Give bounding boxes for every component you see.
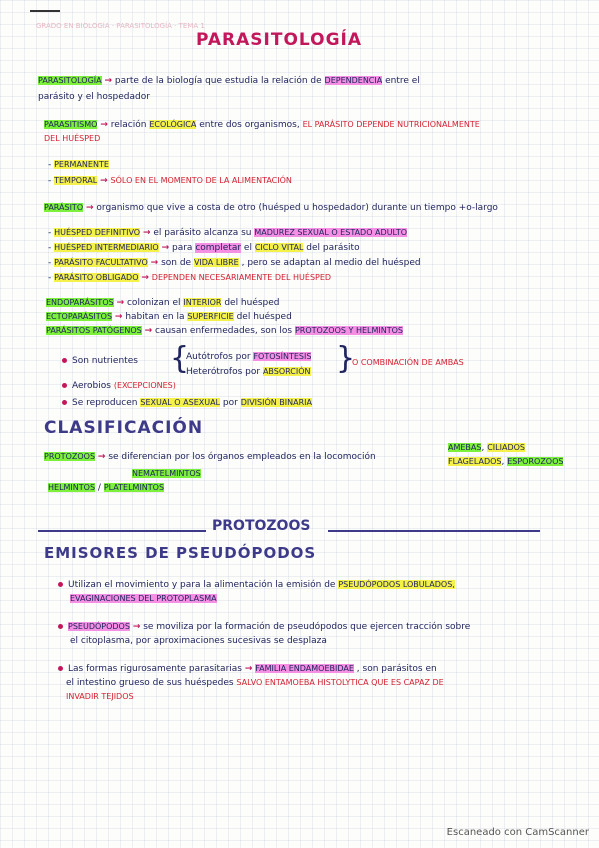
aerobios-text: Aerobios	[72, 381, 111, 391]
proto-b1-key: PSEUDÓPODOS LOBULADOS,	[338, 580, 455, 589]
def-line-2: parásito y el hospedador	[38, 92, 150, 102]
arrow-icon: →	[150, 258, 159, 268]
nutri-after: O COMBINACIÓN DE AMBAS	[352, 358, 464, 367]
nutri-opt2-text: Heterótrofos por	[186, 367, 261, 377]
proto-b3-text: Las formas rigurosamente parasitarias	[68, 664, 242, 674]
nutri-opt2	[186, 367, 311, 377]
loc-text: causan enfermedades, son los	[155, 326, 293, 336]
host-key: completar	[195, 243, 242, 253]
loc-text2: del huésped	[236, 312, 292, 322]
host-label: HUÉSPED INTERMEDIARIO	[54, 243, 159, 252]
aerobios-red: (EXCEPCIONES)	[113, 381, 176, 390]
page-title: PARASITOLOGÍA	[196, 30, 363, 50]
parasitismo-red: EL PARÁSITO DEPENDE NUTRICIONALMENTE	[302, 120, 480, 129]
loc-key: INTERIOR	[183, 298, 222, 307]
clasif-box-item: CILIADOS	[487, 443, 525, 452]
clasif-proto-text: se diferencian por los órganos empleados en la locomoción	[108, 452, 376, 462]
clasif-nematelmintos: NEMATELMINTOS	[132, 469, 201, 478]
protozoos-heading: PROTOZOOS	[212, 518, 311, 534]
host-text2: el	[243, 243, 252, 253]
host-text: DEPENDEN NECESARIAMENTE DEL HUÉSPED	[151, 273, 332, 282]
arrow-icon: →	[142, 228, 151, 238]
host-text: el parásito alcanza su	[153, 228, 252, 238]
parasito-line	[44, 203, 498, 213]
top-rule	[30, 10, 60, 12]
loc-endo	[46, 298, 280, 308]
clasif-box-item: AMEBAS	[448, 443, 482, 452]
clasif-helmintos: HELMINTOS / PLATELMINTOS	[48, 483, 165, 493]
divider-right	[328, 530, 540, 532]
parasitismo-line-2: DEL HUÉSPED	[44, 134, 101, 143]
type-label: TEMPORAL	[54, 176, 98, 185]
type-permanente: - PERMANENTE	[48, 160, 109, 170]
parasitismo-text: relación	[110, 120, 147, 130]
loc-patogenos	[46, 326, 403, 336]
loc-text: colonizan el	[126, 298, 181, 308]
host-item-4: - PARÁSITO OBLIGADO → DEPENDEN NECESARIAMENTE DEL HUÉSPED	[48, 273, 332, 283]
bullet-icon	[62, 358, 67, 363]
repro-text2: por	[222, 398, 238, 408]
loc-label: ENDOPARÁSITOS	[46, 298, 114, 307]
bullet-icon	[58, 582, 63, 587]
nutri-key2: ABSORCIÓN	[262, 367, 311, 376]
clasif-box: AMEBAS, CILIADOS FLAGELADOS, ESPOROZOOS	[448, 443, 564, 467]
proto-b3-red: SALVO ENTAMOEBA HISTOLYTICA QUE ES CAPAZ DE	[236, 678, 444, 687]
loc-label: ECTOPARÁSITOS	[46, 312, 113, 321]
parasito-text: organismo que vive a costa de otro (huésped u hospedador) durante un tiempo +o-largo	[96, 203, 498, 213]
loc-key: SUPERFICIE	[187, 312, 234, 321]
arrow-icon: →	[116, 298, 125, 308]
arrow-icon: →	[244, 664, 253, 674]
parasitismo-text2: entre dos organismos,	[199, 120, 300, 130]
faint-header: GRADO EN BIOLOGÍA · PARASITOLOGÍA · TEMA 1	[36, 22, 205, 30]
proto-b3-line3: INVADIR TEJIDOS	[66, 692, 134, 701]
type-text: SÓLO EN EL MOMENTO DE LA ALIMENTACIÓN	[110, 176, 292, 185]
clasif-box-item: FLAGELADOS	[448, 457, 502, 466]
bullet-icon	[62, 400, 67, 405]
host-key2: CICLO VITAL	[254, 243, 304, 252]
nutri-opt1-text: Autótrofos por	[186, 352, 251, 362]
arrow-icon: →	[144, 326, 153, 336]
proto-b3-text2: , son parásitos en	[356, 664, 437, 674]
host-label: HUÉSPED DEFINITIVO	[54, 228, 141, 237]
host-key: MADUREZ SEXUAL O ESTADO ADULTO	[254, 228, 408, 237]
aerobios	[62, 381, 176, 391]
def-line-1	[38, 76, 420, 86]
type-temporal: - TEMPORAL → SÓLO EN EL MOMENTO DE LA ALIMENTACIÓN	[48, 176, 292, 186]
host-label: PARÁSITO OBLIGADO	[54, 273, 139, 282]
clasificacion-heading: CLASIFICACIÓN	[44, 418, 204, 438]
loc-text2: del huésped	[224, 298, 280, 308]
arrow-icon: →	[104, 76, 113, 86]
arrow-icon: →	[114, 312, 123, 322]
def-key: DEPENDENCIA	[324, 76, 383, 85]
repro-key: SEXUAL O ASEXUAL	[140, 398, 221, 407]
clasif-box-item: ESPOROZOOS	[507, 457, 564, 466]
loc-label: PARÁSITOS PATÓGENOS	[46, 326, 142, 335]
host-text2: , pero se adaptan al medio del huésped	[241, 258, 421, 268]
def-term: PARASITOLOGÍA	[38, 76, 102, 85]
arrow-icon: →	[86, 203, 94, 213]
loc-text: habitan en la	[125, 312, 185, 322]
host-text3: del parásito	[306, 243, 360, 253]
proto-b2-line2: el citoplasma, por aproximaciones sucesivas se desplaza	[70, 636, 327, 646]
arrow-icon: →	[161, 243, 170, 253]
loc-key: PROTOZOOS Y HELMINTOS	[294, 326, 403, 335]
clasif-platelmintos: PLATELMINTOS	[103, 483, 165, 492]
proto-b3-line1	[58, 664, 437, 674]
host-item-3: - PARÁSITO FACULTATIVO → son de VIDA LIBRE , pero se adaptan al medio del huésped	[48, 258, 421, 268]
brace-right-icon: }	[336, 341, 356, 376]
repro-text: Se reproducen	[72, 398, 138, 408]
proto-b1-line1	[58, 580, 455, 590]
host-key: VIDA LIBRE	[193, 258, 239, 267]
proto-b3-line2	[66, 678, 444, 688]
clasif-protozoos	[44, 452, 376, 462]
proto-b1-line2: EVAGINACIONES DEL PROTOPLASMA	[70, 594, 217, 603]
parasitismo-key: ECOLÓGICA	[149, 120, 197, 129]
def-text2: entre el	[385, 76, 420, 86]
repro-key2: DIVISIÓN BINARIA	[240, 398, 312, 407]
arrow-icon: →	[141, 273, 149, 283]
proto-b2-label: PSEUDÓPODOS	[68, 622, 130, 631]
arrow-icon: →	[100, 120, 108, 130]
nutri-lead	[62, 356, 138, 366]
proto-b2-text: se moviliza por la formación de pseudópodos que ejercen tracción sobre	[143, 622, 471, 632]
arrow-icon: →	[97, 452, 106, 462]
protozoos-subheading: EMISORES DE PSEUDÓPODOS	[44, 544, 317, 562]
proto-b3-text3: el intestino grueso de sus huéspedes	[66, 678, 234, 688]
host-text: son de	[161, 258, 192, 268]
clasif-helm-label: HELMINTOS	[48, 483, 96, 492]
reproduccion	[62, 398, 312, 408]
host-item-2: - HUÉSPED INTERMEDIARIO → para completar el CICLO VITAL del parásito	[48, 243, 360, 253]
nutri-key1: FOTOSÍNTESIS	[253, 352, 312, 361]
host-item-1: - HUÉSPED DEFINITIVO → el parásito alcanza su MADUREZ SEXUAL O ESTADO ADULTO	[48, 228, 408, 238]
parasito-term: PARÁSITO	[44, 203, 84, 212]
scanner-watermark: Escaneado con CamScanner	[446, 827, 589, 838]
brace-left-icon: {	[170, 341, 190, 376]
host-text: para	[172, 243, 193, 253]
bullet-icon	[58, 624, 63, 629]
type-label: PERMANENTE	[54, 160, 109, 169]
bullet-icon	[62, 383, 67, 388]
bullet-icon	[58, 666, 63, 671]
arrow-icon: →	[100, 176, 108, 186]
nutri-lead-text: Son nutrientes	[72, 356, 138, 366]
clasif-proto-label: PROTOZOOS	[44, 452, 96, 461]
def-text: parte de la biología que estudia la relación de	[114, 76, 322, 86]
proto-b1-text: Utilizan el movimiento y para la alimentación la emisión de	[68, 580, 336, 590]
loc-ecto	[46, 312, 292, 322]
parasitismo-term: PARASITISMO	[44, 120, 98, 129]
proto-b2-line1	[58, 622, 470, 632]
arrow-icon: →	[132, 622, 141, 632]
divider-left	[38, 530, 206, 532]
parasitismo-line-1	[44, 120, 480, 130]
nutri-opt1	[186, 352, 311, 362]
host-label: PARÁSITO FACULTATIVO	[54, 258, 148, 267]
proto-b3-key: FAMILIA ENDAMOEBIDAE	[255, 664, 354, 673]
